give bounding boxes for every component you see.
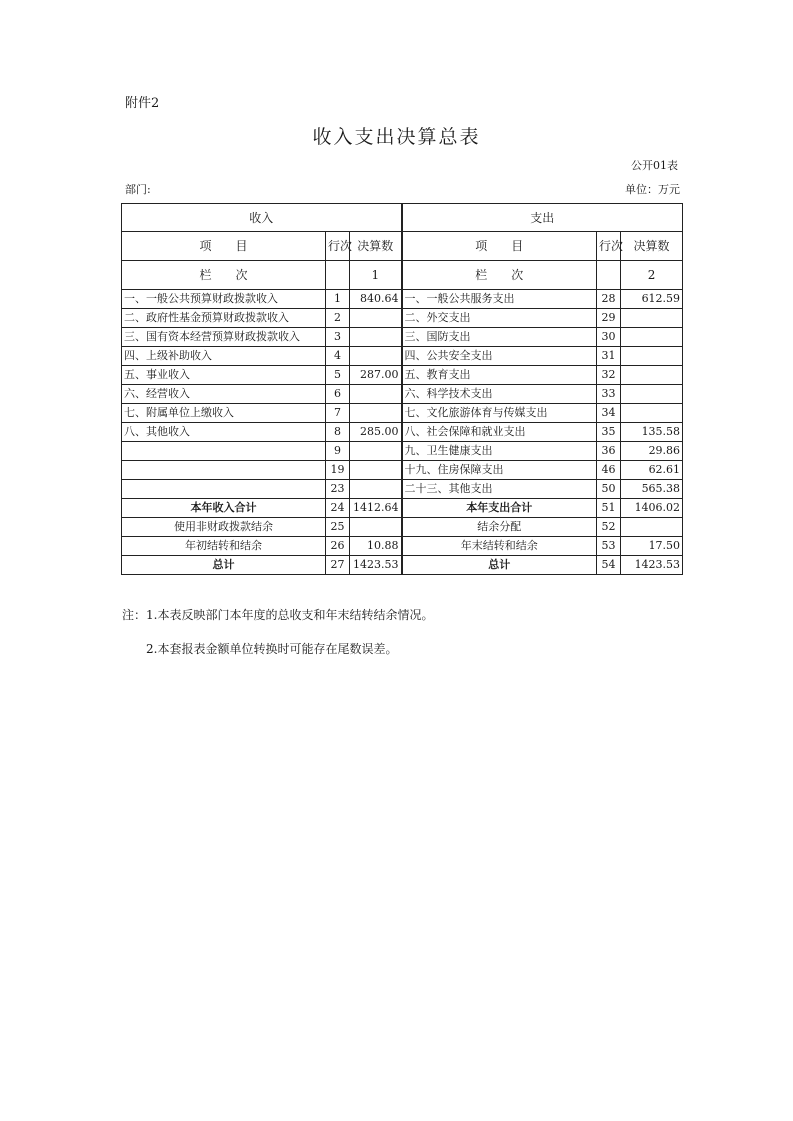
- income-item: 四、上级补助收入: [122, 347, 326, 366]
- column-index-row: [122, 261, 683, 290]
- expense-amount: 135.58: [621, 423, 683, 442]
- income-item: 六、经营收入: [122, 385, 326, 404]
- income-amount: [350, 309, 402, 328]
- expense-amount: [621, 366, 683, 385]
- income-row-no: 27: [326, 556, 350, 575]
- income-item: 二、政府性基金预算财政拨款收入: [122, 309, 326, 328]
- table-row: [122, 461, 683, 480]
- table-row: [122, 423, 683, 442]
- expense-row-no: 31: [597, 347, 621, 366]
- expense-row-no: 46: [597, 461, 621, 480]
- expense-row-no: 52: [597, 518, 621, 537]
- table-row: [122, 404, 683, 423]
- subtotal-row: [122, 499, 683, 518]
- income-amount: 287.00: [350, 366, 402, 385]
- income-item-header: 项 目: [122, 232, 326, 261]
- expense-item: 四、公共安全支出: [402, 347, 597, 366]
- attachment-label: 附件2: [125, 96, 160, 111]
- table-row: [122, 385, 683, 404]
- income-expense-table: [121, 203, 683, 575]
- expense-item: 五、教育支出: [402, 366, 597, 385]
- income-header: 收入: [122, 204, 402, 232]
- income-row-no: 25: [326, 518, 350, 537]
- expense-row-no: 51: [597, 499, 621, 518]
- page-title: 收入支出决算总表: [312, 126, 481, 148]
- expense-amount-header: 决算数: [621, 232, 683, 261]
- expense-item: 七、文化旅游体育与传媒支出: [402, 404, 597, 423]
- income-row-no: 7: [326, 404, 350, 423]
- expense-amount: [621, 385, 683, 404]
- income-item: 一、一般公共预算财政拨款收入: [122, 290, 326, 309]
- column-header-row: [122, 232, 683, 261]
- income-row-no: 2: [326, 309, 350, 328]
- note-2: 2.本套报表金额单位转换时可能存在尾数误差。: [146, 642, 398, 656]
- total-row: [122, 556, 683, 575]
- expense-row-no-header: 行次: [597, 232, 621, 261]
- income-item: [122, 461, 326, 480]
- expense-item: 二、外交支出: [402, 309, 597, 328]
- income-row-no: 5: [326, 366, 350, 385]
- expense-row-no: 30: [597, 328, 621, 347]
- expense-amount: 612.59: [621, 290, 683, 309]
- income-amount: [350, 480, 402, 499]
- income-item: 八、其他收入: [122, 423, 326, 442]
- expense-amount: 565.38: [621, 480, 683, 499]
- income-amount: 1412.64: [350, 499, 402, 518]
- income-row-no: 1: [326, 290, 350, 309]
- income-row-no: 9: [326, 442, 350, 461]
- table-row: [122, 366, 683, 385]
- expense-row-no: 28: [597, 290, 621, 309]
- expense-amount: [621, 404, 683, 423]
- expense-amount: 62.61: [621, 461, 683, 480]
- expense-header: 支出: [402, 204, 683, 232]
- income-row-no: 24: [326, 499, 350, 518]
- expense-col-no: 2: [621, 261, 683, 290]
- expense-col-label: 栏 次: [402, 261, 597, 290]
- expense-col-empty: [597, 261, 621, 290]
- income-col-no: 1: [350, 261, 402, 290]
- table-row: [122, 518, 683, 537]
- unit-label: 单位：万元: [625, 183, 680, 196]
- department-label: 部门:: [125, 183, 151, 196]
- expense-amount: [621, 328, 683, 347]
- income-row-no: 26: [326, 537, 350, 556]
- expense-item: 八、社会保障和就业支出: [402, 423, 597, 442]
- expense-amount: 17.50: [621, 537, 683, 556]
- table-row: [122, 290, 683, 309]
- income-item: [122, 480, 326, 499]
- expense-item: 九、卫生健康支出: [402, 442, 597, 461]
- expense-item: 二十三、其他支出: [402, 480, 597, 499]
- income-amount: [350, 404, 402, 423]
- expense-row-no: 54: [597, 556, 621, 575]
- table-row: [122, 309, 683, 328]
- table-row: [122, 347, 683, 366]
- income-item: 本年收入合计: [122, 499, 326, 518]
- table-row: [122, 442, 683, 461]
- income-item: 三、国有资本经营预算财政拨款收入: [122, 328, 326, 347]
- expense-amount: [621, 347, 683, 366]
- income-item: 七、附属单位上缴收入: [122, 404, 326, 423]
- table-row: [122, 328, 683, 347]
- income-amount: 10.88: [350, 537, 402, 556]
- income-row-no: 23: [326, 480, 350, 499]
- expense-item: 十九、住房保障支出: [402, 461, 597, 480]
- expense-amount: 1423.53: [621, 556, 683, 575]
- table-row: [122, 480, 683, 499]
- income-col-label: 栏 次: [122, 261, 326, 290]
- income-item: [122, 442, 326, 461]
- expense-row-no: 29: [597, 309, 621, 328]
- expense-item: 三、国防支出: [402, 328, 597, 347]
- expense-item: 年末结转和结余: [402, 537, 597, 556]
- expense-row-no: 35: [597, 423, 621, 442]
- expense-item: 本年支出合计: [402, 499, 597, 518]
- expense-amount: [621, 518, 683, 537]
- income-amount: [350, 385, 402, 404]
- income-item: 年初结转和结余: [122, 537, 326, 556]
- income-row-no: 4: [326, 347, 350, 366]
- income-col-empty: [326, 261, 350, 290]
- income-amount-header: 决算数: [350, 232, 402, 261]
- expense-item: 六、科学技术支出: [402, 385, 597, 404]
- income-item: 总计: [122, 556, 326, 575]
- expense-row-no: 53: [597, 537, 621, 556]
- income-item: 使用非财政拨款结余: [122, 518, 326, 537]
- expense-row-no: 33: [597, 385, 621, 404]
- note-1: 注：1.本表反映部门本年度的总收支和年末结转结余情况。: [122, 608, 434, 622]
- expense-row-no: 36: [597, 442, 621, 461]
- income-amount: [350, 518, 402, 537]
- income-row-no-header: 行次: [326, 232, 350, 261]
- income-row-no: 19: [326, 461, 350, 480]
- expense-row-no: 34: [597, 404, 621, 423]
- expense-amount: [621, 309, 683, 328]
- expense-amount: 29.86: [621, 442, 683, 461]
- income-row-no: 6: [326, 385, 350, 404]
- expense-amount: 1406.02: [621, 499, 683, 518]
- income-amount: 840.64: [350, 290, 402, 309]
- expense-item: 总计: [402, 556, 597, 575]
- income-row-no: 8: [326, 423, 350, 442]
- expense-item-header: 项 目: [402, 232, 597, 261]
- table-row: [122, 537, 683, 556]
- expense-row-no: 50: [597, 480, 621, 499]
- form-code: 公开01表: [631, 159, 678, 172]
- income-amount: [350, 347, 402, 366]
- table-header-row: [122, 204, 683, 232]
- expense-row-no: 32: [597, 366, 621, 385]
- income-amount: [350, 461, 402, 480]
- expense-item: 结余分配: [402, 518, 597, 537]
- income-item: 五、事业收入: [122, 366, 326, 385]
- expense-item: 一、一般公共服务支出: [402, 290, 597, 309]
- income-amount: [350, 328, 402, 347]
- income-row-no: 3: [326, 328, 350, 347]
- income-amount: 1423.53: [350, 556, 402, 575]
- income-amount: 285.00: [350, 423, 402, 442]
- income-amount: [350, 442, 402, 461]
